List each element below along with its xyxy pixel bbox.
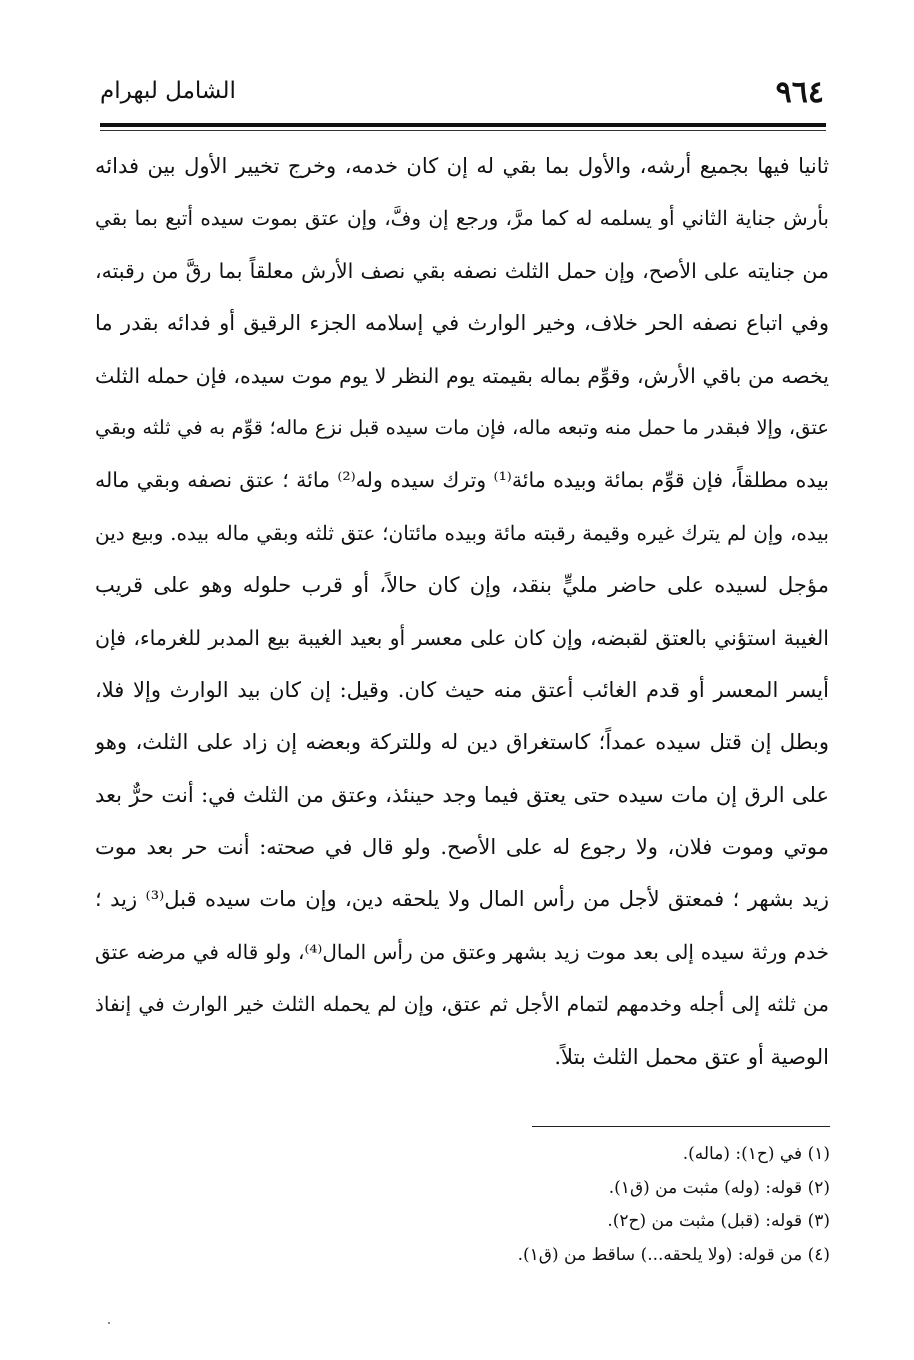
- footnote-3: (٣) قوله: (قبل) مثبت من (ح٢).: [607, 1211, 830, 1231]
- footnote-2: (٢) قوله: (وله) مثبت من (ق١).: [608, 1177, 830, 1198]
- text-line: بيده، وإن لم يترك غيره وقيمة رقبته مائة وبيده مائتان؛ عتق ثلثه وبقي ماله بيده. وبيع دين: [95, 520, 829, 545]
- text-line: أيسر المعسر أو قدم الغائب أعتق منه حيث كان. وقيل: إن كان بيد الوارث وإلا فلا،: [95, 677, 829, 702]
- footnote-1: (١) في (ح١): (ماله).: [682, 1144, 830, 1164]
- text-line: على الرق إن مات سيده حتى يعتق فيما وجد حينئذ، وعتق من الثلث في: أنت حرٌّ بعد: [95, 782, 829, 807]
- text-line: من جنايته على الأصح، وإن حمل الثلث نصفه بقي نصف الأرش معلقاً بما رقَّ من رقبته،: [95, 258, 829, 283]
- text-line: يخصه من باقي الأرش، وقوِّم بماله بقيمته يوم النظر لا يوم موت سيده، فإن حمله الثلث: [95, 363, 829, 388]
- text-line: وفي اتباع نصفه الحر خلاف، وخير الوارث في إسلامه الجزء الرقيق أو فدائه بقدر ما: [95, 311, 829, 336]
- header-rule-thin: [100, 130, 826, 131]
- page-header: [100, 72, 824, 124]
- text-line: ثانيا فيها بجميع أرشه، والأول بما بقي له إن كان خدمه، وخرج تخيير الأول بين فدائه: [95, 154, 829, 178]
- text-line: مؤجل لسيده على حاضر مليٍّ بنقد، وإن كان حالاً، أو قرب حلوله وهو على قريب: [95, 573, 829, 598]
- main-text: [95, 140, 829, 1083]
- footnote-4: (٤) من قوله: (ولا يلحقه...) ساقط من (ق١).: [517, 1244, 830, 1265]
- text-line: زيد بشهر ؛ فمعتق لأجل من رأس المال ولا يلحقه دين، وإن مات سيده قبل⁽³⁾ زيد ؛: [95, 887, 829, 912]
- text-line: من ثلثه إلى أجله وخدمهم لتمام الأجل ثم عتق، وإن لم يحمله الثلث خير الوارث في إنفاذ: [95, 992, 829, 1017]
- text-line: وبطل إن قتل سيده عمداً؛ كاستغراق دين له وللتركة وبعضه إن زاد على الثلث، وهو: [95, 730, 829, 755]
- text-line: بيده مطلقاً، فإن قوِّم بمائة وبيده مائة⁽¹⁾ وترك سيده وله⁽²⁾ مائة ؛ عتق نصفه وبقي ماله: [95, 468, 829, 493]
- text-line-last: الوصية أو عتق محمل الثلث بتلاً.: [554, 1044, 829, 1069]
- page-number: ٩٦٤: [775, 75, 824, 110]
- footnotes: [500, 1138, 830, 1272]
- text-line: موتي وموت فلان، ولا رجوع له على الأصح. ولو قال في صحته: أنت حر بعد موت: [95, 835, 829, 860]
- header-rule-thick: [100, 123, 826, 127]
- scan-speck: [108, 1322, 110, 1324]
- footnote-separator: [532, 1126, 830, 1127]
- text-line: الغيبة استؤني بالعتق لقبضه، وإن كان على معسر أو بعيد الغيبة بيع المدبر للغرماء، فإن: [95, 625, 829, 650]
- running-title: الشامل لبهرام: [100, 78, 236, 104]
- text-line: خدم ورثة سيده إلى بعد موت زيد بشهر وعتق من رأس المال⁽⁴⁾، ولو قاله في مرضه عتق: [95, 939, 829, 964]
- text-line: عتق، وإلا فبقدر ما حمل منه وتبعه ماله، فإن مات سيده قبل نزع ماله؛ قوِّم به في ثلثه وبقي: [95, 415, 829, 439]
- text-line: بأرش جناية الثاني أو يسلمه له كما مرَّ، ورجع إن وفَّ، وإن عتق بموت سيده أتبع بما بقي: [95, 206, 829, 231]
